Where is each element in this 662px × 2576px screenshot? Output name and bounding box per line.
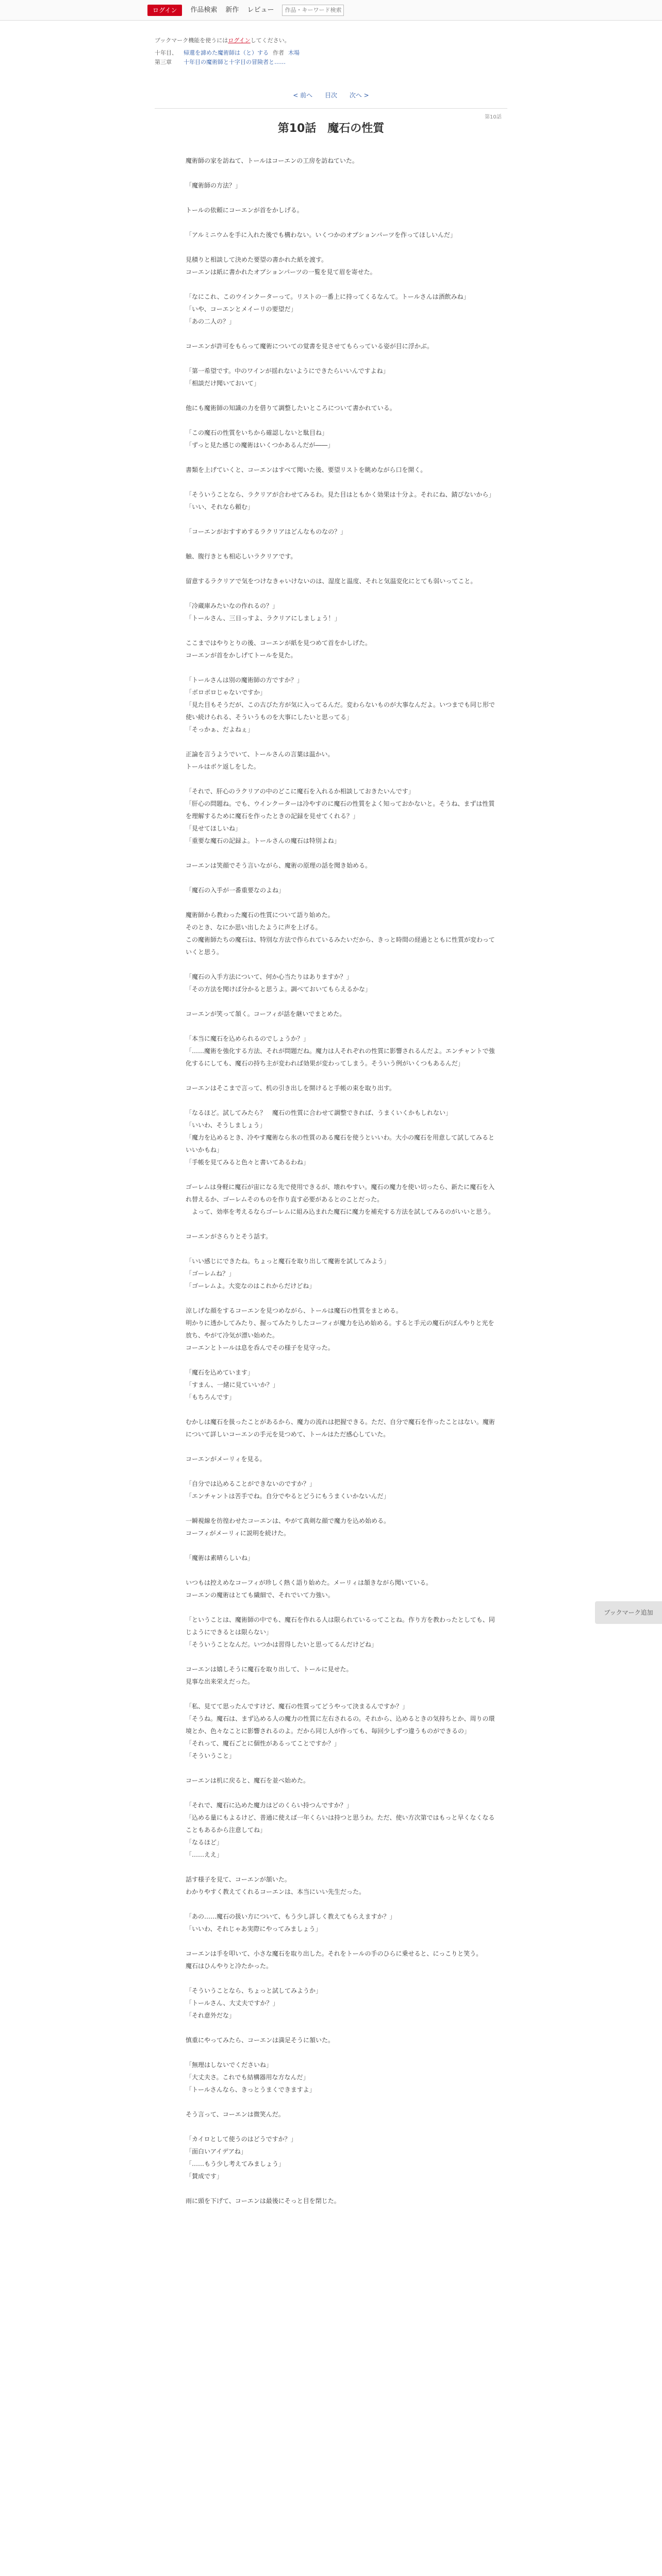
body-paragraph: コーエンは机に戻ると、魔石を並べ始めた。 [186, 1777, 310, 1784]
login-notice-suffix: してください。 [250, 37, 290, 44]
work-meta-row [155, 48, 300, 57]
body-paragraph: 「私、見てて思ったんですけど、魔石の性質ってどうやって決まるんですか？」 「そうね。魔石は、まず込める人の魔力の性質に左右されるの。それから、込めるときの気持ちとか、周りの環境とか、色々なことに影響されるのよ。だから同じ人が作っても、毎回少しずつ違うものができるの」 「それって、魔石ごとに個性があるってことですか？」 「そういうこと」 [186, 1703, 495, 1759]
bookmark-side-tab[interactable]: ブックマーク追加 [595, 1601, 662, 1624]
login-notice-link[interactable]: ログイン [228, 37, 251, 44]
body-paragraph: コーエンは嬉しそうに魔石を取り出して、トールに見せた。 見事な出来栄えだった。 [186, 1666, 353, 1685]
chapter-meta-row [155, 58, 286, 66]
body-paragraph: 涼しげな顔をするコーエンを見つめながら、トールは魔石の性質をまとめる。 明かりに透かしてみたり、握ってみたりしたコーフィが魔力を込め始める。すると手元の魔石がぼんやりと光を放ち、やがて冷気が漂い始めた。 コーエンとトールは息を呑んでその様子を見守った。 [186, 1307, 494, 1351]
body-paragraph: 「自分では込めることができないのですか？」 「エンチャントは苦手でね。自分でやるとどうにもうまくいかないんだ」 [186, 1480, 390, 1500]
episode-title: 第10話 魔石の性質 [277, 122, 385, 135]
body-paragraph: コーエンが許可をもらって魔術についての覚書を見させてもらっている姿が目に浮かぶ。 [186, 343, 434, 350]
top-nav-inner [147, 4, 344, 16]
body-paragraph: 「アルミニウムを手に入れた後でも構わない。いくつかのオプションパーツを作ってほしいんだ」 [186, 231, 457, 239]
author-link[interactable]: 木場 [288, 49, 300, 56]
top-pager [0, 91, 662, 99]
body-paragraph: 「無理はしないでくださいね」 「大丈夫さ。これでも結構器用な方なんだ」 「トールさんなら、きっとうまくできますよ」 [186, 2061, 316, 2093]
body-paragraph: そう言って、コーエンは微笑んだ。 [186, 2111, 285, 2118]
body-paragraph: 「魔石の入手方法について、何か心当たりはありますか？」 「その方法を聞けば分かると思うよ。調べておいてもらえるかな」 [186, 973, 372, 993]
body-paragraph: 「カイロとして使うのはどうですか？」 「面白いアイデアね」 「……もう少し考えてみましょう」 「賛成です」 [186, 2136, 297, 2180]
nav-link-search[interactable]: 作品検索 [190, 6, 218, 14]
body-paragraph: 「ということは、魔術師の中でも、魔石を作れる人は限られているってことね。作り方を教わったとしても、同じようにできるとは限らない」 「そういうことなんだ。いつかは習得したいと思ってるんだけどね」 [186, 1616, 495, 1648]
body-paragraph: 「トールさんは別の魔術師の方ですか？」 「ボロボロじゃないですか」 「見た目もそうだが、この古びた方が気に入ってるんだ。変わらないものが大事なんだよ。いつまでも同じ形で使い続けられる、そういうものを大事にしたいと思ってる」 「そっかぁ、だよねぇ」 [186, 676, 495, 733]
body-paragraph: コーエンがさらりとそう話す。 [186, 1233, 272, 1240]
body-paragraph: 書類を上げていくと、コーエンはすべて聞いた後、要望リストを眺めながら口を開く。 [186, 466, 427, 473]
nav-link-new[interactable]: 新作 [225, 6, 239, 14]
body-paragraph: 「それで、魔石に込めた魔力はどのくらい持つんですか？」 「込める量にもよるけど、普通に使えば一年くらいは持つと思うわ。ただ、使い方次第ではもっと早くなくなることもあるから注意してね」 「なるほど」 「……ええ」 [186, 1802, 495, 1858]
body-paragraph: コーエンがメーリィを見る。 [186, 1455, 266, 1463]
work-key: 十年目、 [155, 49, 177, 56]
body-paragraph: いつもは控えめなコーフィが珍しく熱く語り始めた。メーリィは頷きながら聞いている。 コーエンの魔術はとても繊細で、それでいて力強い。 [186, 1579, 432, 1599]
prev-link[interactable]: < 前へ [293, 92, 313, 99]
body-paragraph: ゴーレムは身軽に魔石が宙になる先で使用できるが、壊れやすい。魔石の魔力を使い切ったら、新たに魔石を入れ替えるか、ゴーレムそのものを作り直す必要があるとのことだった。 よって、効率を考えるならゴーレムに組み込まれた魔石に魔力を補充する方法を試してみるのがいいと思う。 [186, 1183, 495, 1215]
login-button[interactable]: ログイン [147, 5, 182, 16]
body-paragraph: 「本当に魔石を込められるのでしょうか？」 「……魔術を強化する方法、それが問題だね。魔力は人それぞれの性質に影響されるんだよ。エンチャントで強化するにしても、魔石の持ち主が変われば効果が変わってしまう。そういう例がいくつもあるんだ」 [186, 1035, 495, 1067]
body-paragraph: 「第一希望です。中のワインが揺れないようにできたらいいんですよね」 「相談だけ聞いておいて」 [186, 367, 389, 387]
body-paragraph: 「なるほど。試してみたら？ 魔石の性質に合わせて調整できれば、うまくいくかもしれない」 「いいわ、そうしましょう」 「魔力を込めるとき、冷やす魔術なら氷の性質のある魔石を使うといいわ。大小の魔石を用意して試してみるといいかもね」 「手帳を見てみると色々と書いてあるわね」 [186, 1109, 495, 1166]
body-paragraph: 「この魔石の性質をいちから確認しないと駄目ね」 「ずっと見た感じの魔術はいくつかあるんだが――」 [186, 429, 334, 449]
body-paragraph: 「なにこれ、このウインクーターって。リストの一番上に持ってくるなんて。トールさんは酒飲みね」 「いや、コーエンとメイーリの要望だ」 「あの二人の？」 [186, 293, 470, 325]
body-paragraph: ここまではやりとりの後、コーエンが紙を見つめて首をかしげた。 コーエンが首をかしげてトールを見た。 [186, 639, 372, 659]
body-paragraph: トールの依頼にコーエンが首をかしげる。 [186, 207, 303, 214]
body-paragraph: コーエンが笑って頷く。コーフィが話を継いでまとめた。 [186, 1010, 346, 1018]
body-paragraph: 「そういうことなら、ちょっと試してみようか」 「トールさん、大丈夫ですか？」 「それ意外だな」 [186, 1987, 322, 2019]
body-paragraph: 「魔石の入手が一番重要なのよね」 [186, 887, 285, 894]
body-paragraph: 「あの……魔石の扱い方について、もう少し詳しく教えてもらえますか？」 「いいわ、それじゃあ実際にやってみましょう」 [186, 1913, 396, 1933]
body-paragraph: 「魔石を込めています」 「すまん、一緒に見ていいか？」 「もちろんです」 [186, 1369, 279, 1401]
body-paragraph: 「コーエンがおすすめするラクリアはどんなものなの？」 触、腹行きとも相応しいラクリアです。 [186, 528, 347, 560]
body-paragraph: コーエンはそこまで言って、机の引き出しを開けると手帳の束を取り出す。 [186, 1084, 395, 1092]
body-paragraph: コーエンは手を叩いて、小さな魔石を取り出した。それをトールの手のひらに乗せると、にっこりと笑う。 魔石はひんやりと冷たかった。 [186, 1950, 483, 1970]
chapter-link[interactable]: 十年目の魔術師と十字目の冒険者と…… [184, 59, 286, 65]
body-paragraph: 「いい感じにできたね。ちょっと魔石を取り出して魔術を試してみよう」 「ゴーレムね？」 「ゴーレムよ。大変なのはこれからだけどね」 [186, 1258, 390, 1290]
body-paragraph: むかしは魔石を扱ったことがあるから、魔力の流れは把握できる。ただ、自分で魔石を作ったことはない。魔術について詳しいコーエンの手元を見つめて、トールはただ感心していた。 [186, 1418, 495, 1438]
chapter-key: 第三章 [155, 59, 172, 65]
body-paragraph: 正論を言うようでいて、トールさんの言葉は温かい。 トールはボケ返しをした。 [186, 751, 334, 770]
body-paragraph: 雨に頭を下げて、コーエンは最後にそっと目を閉じた。 [186, 2197, 340, 2205]
author-key: 作者 [273, 49, 284, 56]
body-paragraph: 魔術師の家を訪ねて、トールはコーエンの工房を訪ねていた。 [186, 157, 358, 164]
body-paragraph: 「そういうことなら、ラクリアが合わせてみるわ。見た目はともかく効果は十分よ。それにね、錆びないから」 「いい、それなら頼む」 [186, 491, 495, 511]
toc-link[interactable]: 目次 [324, 92, 337, 99]
body-paragraph: 見積りと相談して決めた要望の書かれた紙を渡す。 コーエンは紙に書かれたオプションパーツの一覧を見て眉を寄せた。 [186, 256, 376, 276]
body-paragraph: 魔術師から教わった魔石の性質について語り始めた。 そのとき、なにか思い出したように声を上げる。 この魔術師たちの魔石は、特別な方法で作られているみたいだから、きっと時間の経過とともに性質が変わっていくと思う。 [186, 911, 495, 956]
body-paragraph: 「冷蔵庫みたいなの作れるの？」 「トールさん、三日っすよ、ラクリアにしましょう！」 [186, 602, 341, 622]
top-navigation-bar [0, 0, 662, 21]
next-link[interactable]: 次へ > [349, 92, 369, 99]
body-paragraph: 慎重にやってみたら、コーエンは満足そうに頷いた。 [186, 2037, 335, 2044]
body-paragraph: 「魔術は素晴らしいね」 [186, 1554, 254, 1562]
search-input[interactable] [282, 5, 344, 16]
body-paragraph: 「それで、肝心のラクリアの中のどこに魔石を入れるか相談しておきたいんです」 「肝心の問題ね。でも、ウインクーターは冷やすのに魔石の性質をよく知っておかないと。そうね、まずは性質を理解するために魔石を作ったときの記録を見せてくれる？」 「見せてほしいね」 「重要な魔石の記録よ。トールさんの魔石は特別よね」 [186, 788, 495, 844]
nav-link-review[interactable]: レビュー [247, 6, 274, 14]
body-paragraph: コーエンは笑顔でそう言いながら、魔術の原理の話を聞き始める。 [186, 862, 372, 869]
body-paragraph: 他にも魔術師の知識の力を借りて調整したいところについて書かれている。 [186, 404, 396, 412]
episode-body [186, 155, 495, 2219]
episode-label: 第10話 [485, 114, 502, 120]
body-paragraph: 一瞬視線を彷徨わせたコーエンは、やがて真剣な顔で魔力を込め始める。 コーフィがメーリィに説明を続けた。 [186, 1517, 390, 1537]
body-paragraph: 留意するラクリアで気をつけなきゃいけないのは、湿度と温度、それと気温変化にとても弱いってこと。 [186, 578, 477, 585]
work-title-link[interactable]: 帰還を諦めた魔術師は（と）する [184, 49, 269, 56]
body-paragraph: 話す様子を見て、コーエンが頷いた。 わかりやすく教えてくれるコーエンは、本当にいい先生だった。 [186, 1876, 366, 1895]
login-notice-prefix: ブックマーク機能を使うには [155, 37, 228, 44]
body-paragraph: 「魔術師の方法？」 [186, 182, 242, 189]
divider [155, 108, 507, 109]
login-notice [155, 36, 290, 44]
